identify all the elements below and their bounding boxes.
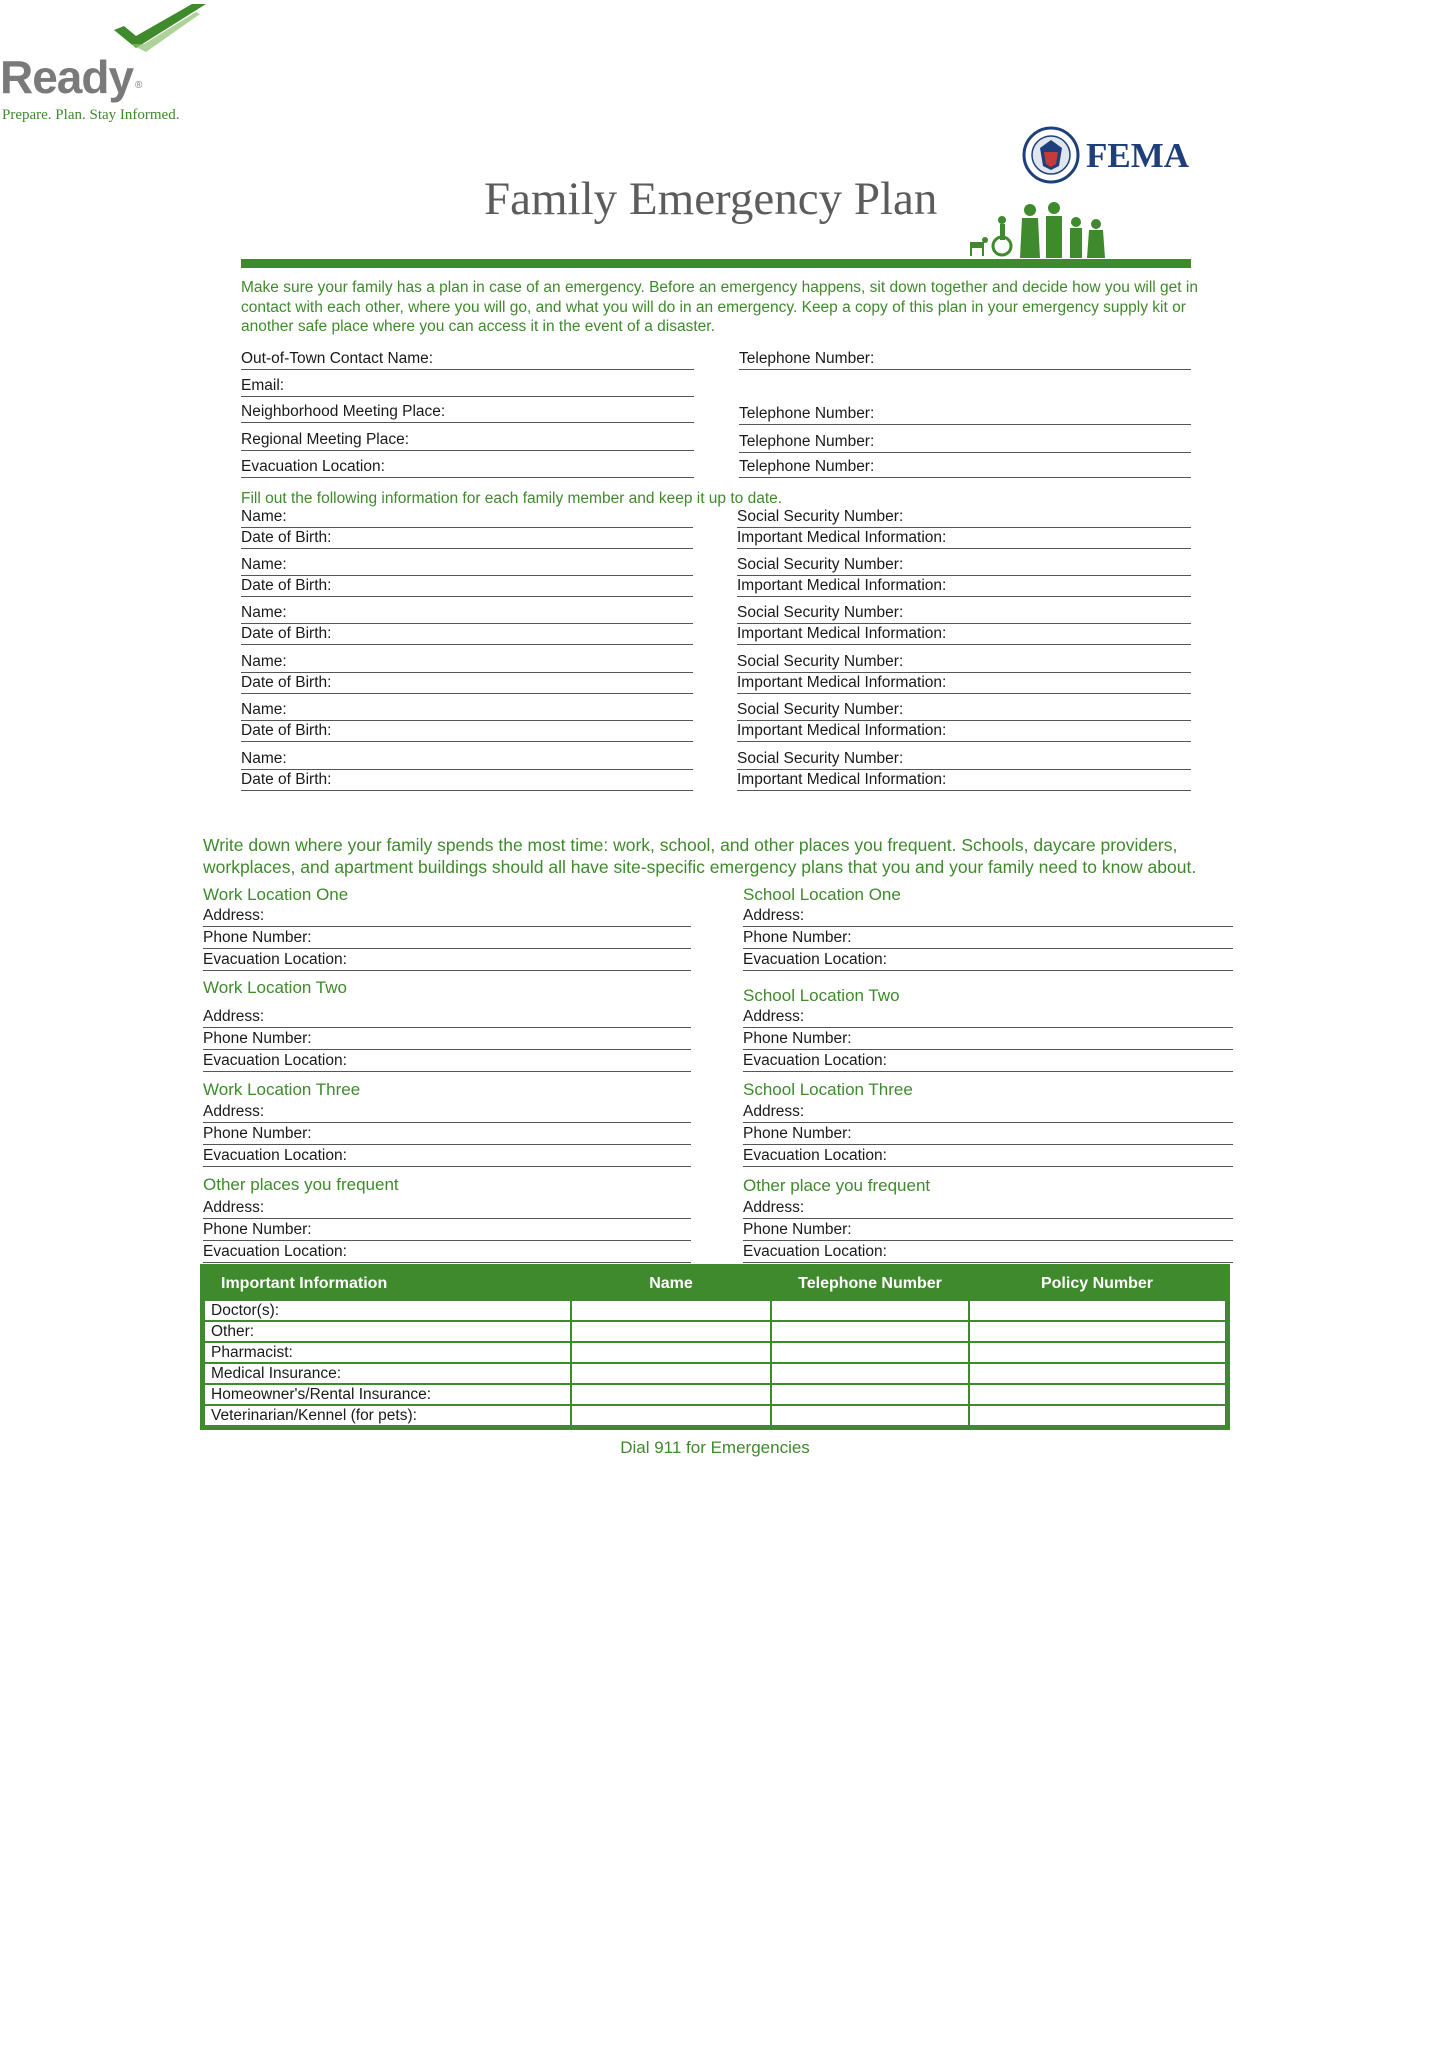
row-label: Pharmacist:	[203, 1342, 572, 1363]
field-label: Social Security Number:	[737, 701, 904, 718]
field-label: Telephone Number:	[739, 350, 875, 367]
member-5-ssn-field[interactable]	[737, 700, 1191, 721]
field-label: Phone Number:	[203, 1125, 312, 1142]
member-4-name-field[interactable]	[241, 652, 693, 673]
registered-mark: ®	[135, 80, 143, 91]
field-label: Important Medical Information:	[737, 722, 947, 739]
field-label: Social Security Number:	[737, 750, 904, 767]
member-3-dob-field[interactable]	[241, 624, 693, 645]
field-label: Evacuation Location:	[743, 951, 887, 968]
field-label: Evacuation Location:	[203, 951, 347, 968]
school-one-phone-field[interactable]	[743, 927, 1233, 949]
footer-note: Dial 911 for Emergencies	[620, 1438, 810, 1457]
other-left-address-field[interactable]	[203, 1197, 691, 1219]
member-4-medical-field[interactable]	[737, 673, 1191, 694]
row-label: Doctor(s):	[203, 1300, 572, 1321]
out-of-town-contact-field[interactable]	[241, 347, 694, 370]
fema-logo	[1018, 124, 1190, 186]
member-1-ssn-field[interactable]	[737, 507, 1191, 528]
row-label: Other:	[203, 1321, 572, 1342]
field-label: Address:	[743, 1103, 805, 1120]
field-label: Address:	[743, 907, 805, 924]
work-location-two-heading: Work Location Two	[203, 978, 347, 997]
member-4-ssn-field[interactable]	[737, 652, 1191, 673]
field-label: Social Security Number:	[737, 653, 904, 670]
member-5-name-field[interactable]	[241, 700, 693, 721]
field-label: Phone Number:	[743, 929, 852, 946]
school-location-one-heading: School Location One	[743, 885, 901, 904]
field-label: Address:	[743, 1008, 805, 1025]
dhs-seal-icon	[1022, 126, 1080, 184]
member-1-dob-field[interactable]	[241, 528, 693, 549]
field-label: Email:	[241, 377, 285, 394]
column-header: Policy Number	[969, 1267, 1228, 1301]
field-label: Telephone Number:	[739, 458, 875, 475]
field-label: Phone Number:	[203, 1030, 312, 1047]
member-6-ssn-field[interactable]	[737, 749, 1191, 770]
table-entry-cell[interactable]	[969, 1321, 1228, 1342]
school-two-evacuation-field[interactable]	[743, 1050, 1233, 1072]
row-label: Veterinarian/Kennel (for pets):	[203, 1405, 572, 1428]
table-row	[203, 1342, 1228, 1363]
table-row	[203, 1384, 1228, 1405]
other-left-phone-field[interactable]	[203, 1219, 691, 1241]
field-label: Phone Number:	[743, 1030, 852, 1047]
table-entry-cell[interactable]	[771, 1342, 969, 1363]
field-label: Address:	[203, 1008, 265, 1025]
row-label: Homeowner's/Rental Insurance:	[203, 1384, 572, 1405]
telephone-field-2[interactable]	[739, 402, 1191, 425]
table-entry-cell[interactable]	[771, 1384, 969, 1405]
regional-meeting-field[interactable]	[241, 428, 694, 451]
other-right-evacuation-field[interactable]	[743, 1241, 1233, 1263]
school-one-address-field[interactable]	[743, 905, 1233, 927]
intro-paragraph: Make sure your family has a plan in case of an emergency. Before an emergency happens, sit down together and decide how you will get in contact with each other, where you will go, and what you will do in an emergency. Keep a copy of this plan in your emergency supply kit or another safe place where you can access it in the event of a disaster.	[241, 279, 1198, 335]
table-entry-cell[interactable]	[969, 1363, 1228, 1384]
table-entry-cell[interactable]	[969, 1342, 1228, 1363]
field-label: Phone Number:	[203, 929, 312, 946]
other-places-left-heading: Other places you frequent	[203, 1175, 399, 1194]
field-label: Address:	[203, 1199, 265, 1216]
field-label: Important Medical Information:	[737, 674, 947, 691]
field-label: Date of Birth:	[241, 625, 332, 642]
table-entry-cell[interactable]	[571, 1342, 771, 1363]
field-label: Regional Meeting Place:	[241, 431, 410, 448]
field-label: Date of Birth:	[241, 529, 332, 546]
school-one-evacuation-field[interactable]	[743, 949, 1233, 971]
column-header: Name	[571, 1267, 771, 1301]
field-label: Evacuation Location:	[203, 1243, 347, 1260]
ready-logo	[0, 0, 200, 130]
field-label: Social Security Number:	[737, 604, 904, 621]
work-three-phone-field[interactable]	[203, 1123, 691, 1145]
page-title: Family Emergency Plan	[484, 173, 938, 225]
other-place-right-heading: Other place you frequent	[743, 1176, 931, 1195]
work-two-evacuation-field[interactable]	[203, 1050, 691, 1072]
field-label: Date of Birth:	[241, 674, 332, 691]
work-three-evacuation-field[interactable]	[203, 1145, 691, 1167]
field-label: Phone Number:	[203, 1221, 312, 1238]
field-label: Evacuation Location:	[743, 1147, 887, 1164]
field-label: Out-of-Town Contact Name:	[241, 350, 434, 367]
member-5-dob-field[interactable]	[241, 721, 693, 742]
member-1-name-field[interactable]	[241, 507, 693, 528]
member-2-name-field[interactable]	[241, 555, 693, 576]
work-two-phone-field[interactable]	[203, 1028, 691, 1050]
field-label: Name:	[241, 701, 287, 718]
member-4-dob-field[interactable]	[241, 673, 693, 694]
school-two-address-field[interactable]	[743, 1006, 1233, 1028]
member-2-medical-field[interactable]	[737, 576, 1191, 597]
telephone-field-3[interactable]	[739, 430, 1191, 453]
field-label: Name:	[241, 508, 287, 525]
row-label: Medical Insurance:	[203, 1363, 572, 1384]
member-3-name-field[interactable]	[241, 603, 693, 624]
member-6-medical-field[interactable]	[737, 770, 1191, 791]
other-right-phone-field[interactable]	[743, 1219, 1233, 1241]
field-label: Phone Number:	[743, 1221, 852, 1238]
field-label: Telephone Number:	[739, 433, 875, 450]
table-row	[203, 1405, 1228, 1428]
work-two-address-field[interactable]	[203, 1006, 691, 1028]
member-5-medical-field[interactable]	[737, 721, 1191, 742]
table-entry-cell[interactable]	[571, 1300, 771, 1321]
important-information-table	[200, 1264, 1230, 1430]
field-label: Name:	[241, 653, 287, 670]
field-label: Name:	[241, 750, 287, 767]
email-field[interactable]	[241, 374, 694, 397]
family-silhouettes-icon	[970, 202, 1110, 258]
field-label: Name:	[241, 556, 287, 573]
field-label: Telephone Number:	[739, 405, 875, 422]
telephone-field-4[interactable]	[739, 455, 1191, 478]
school-location-three-heading: School Location Three	[743, 1080, 913, 1099]
field-label: Date of Birth:	[241, 577, 332, 594]
table-entry-cell[interactable]	[771, 1300, 969, 1321]
member-6-dob-field[interactable]	[241, 770, 693, 791]
field-label: Important Medical Information:	[737, 577, 947, 594]
member-6-name-field[interactable]	[241, 749, 693, 770]
header-divider	[241, 259, 1191, 268]
work-one-phone-field[interactable]	[203, 927, 691, 949]
field-label: Address:	[203, 1103, 265, 1120]
table-entry-cell[interactable]	[969, 1384, 1228, 1405]
work-one-address-field[interactable]	[203, 905, 691, 927]
member-3-ssn-field[interactable]	[737, 603, 1191, 624]
table-row	[203, 1363, 1228, 1384]
telephone-field-1[interactable]	[739, 347, 1191, 370]
table-entry-cell[interactable]	[571, 1384, 771, 1405]
table-entry-cell[interactable]	[771, 1363, 969, 1384]
school-two-phone-field[interactable]	[743, 1028, 1233, 1050]
checkmark-icon	[110, 0, 210, 56]
work-location-one-heading: Work Location One	[203, 885, 349, 904]
table-header-row	[203, 1267, 1228, 1301]
school-three-evacuation-field[interactable]	[743, 1145, 1233, 1167]
evacuation-location-field[interactable]	[241, 455, 694, 478]
column-header: Telephone Number	[771, 1267, 969, 1301]
field-label: Address:	[203, 907, 265, 924]
member-3-medical-field[interactable]	[737, 624, 1191, 645]
neighborhood-meeting-field[interactable]	[241, 400, 694, 423]
field-label: Name:	[241, 604, 287, 621]
table-entry-cell[interactable]	[771, 1405, 969, 1428]
table-entry-cell[interactable]	[571, 1321, 771, 1342]
field-label: Evacuation Location:	[203, 1147, 347, 1164]
work-one-evacuation-field[interactable]	[203, 949, 691, 971]
field-label: Date of Birth:	[241, 722, 332, 739]
field-label: Social Security Number:	[737, 508, 904, 525]
school-location-two-heading: School Location Two	[743, 986, 900, 1005]
table-entry-cell[interactable]	[571, 1363, 771, 1384]
table-row	[203, 1300, 1228, 1321]
member-1-medical-field[interactable]	[737, 528, 1191, 549]
school-three-address-field[interactable]	[743, 1101, 1233, 1123]
member-2-dob-field[interactable]	[241, 576, 693, 597]
column-header: Important Information	[203, 1267, 572, 1301]
work-location-three-heading: Work Location Three	[203, 1080, 361, 1099]
field-label: Evacuation Location:	[203, 1052, 347, 1069]
field-label: Evacuation Location:	[743, 1243, 887, 1260]
fema-wordmark: FEMA	[1086, 136, 1190, 175]
places-instruction: Write down where your family spends the most time: work, school, and other places you frequent. Schools, daycare providers, workplaces, and apartment buildings should all have site-specific emergency plans that you and your family need to know about.	[203, 835, 1197, 877]
other-right-address-field[interactable]	[743, 1197, 1233, 1219]
school-three-phone-field[interactable]	[743, 1123, 1233, 1145]
table-entry-cell[interactable]	[571, 1405, 771, 1428]
ready-tagline: Prepare. Plan. Stay Informed.	[2, 107, 180, 123]
work-three-address-field[interactable]	[203, 1101, 691, 1123]
other-left-evacuation-field[interactable]	[203, 1241, 691, 1263]
table-entry-cell[interactable]	[771, 1321, 969, 1342]
table-row	[203, 1321, 1228, 1342]
field-label: Important Medical Information:	[737, 771, 947, 788]
field-label: Social Security Number:	[737, 556, 904, 573]
field-label: Phone Number:	[743, 1125, 852, 1142]
members-instruction: Fill out the following information for each family member and keep it up to date.	[241, 490, 783, 507]
field-label: Important Medical Information:	[737, 625, 947, 642]
field-label: Important Medical Information:	[737, 529, 947, 546]
member-2-ssn-field[interactable]	[737, 555, 1191, 576]
field-label: Date of Birth:	[241, 771, 332, 788]
ready-brand-word: Ready	[0, 51, 134, 103]
field-label: Neighborhood Meeting Place:	[241, 403, 446, 420]
field-label: Address:	[743, 1199, 805, 1216]
field-label: Evacuation Location:	[241, 458, 385, 475]
table-entry-cell[interactable]	[969, 1300, 1228, 1321]
table-entry-cell[interactable]	[969, 1405, 1228, 1428]
field-label: Evacuation Location:	[743, 1052, 887, 1069]
